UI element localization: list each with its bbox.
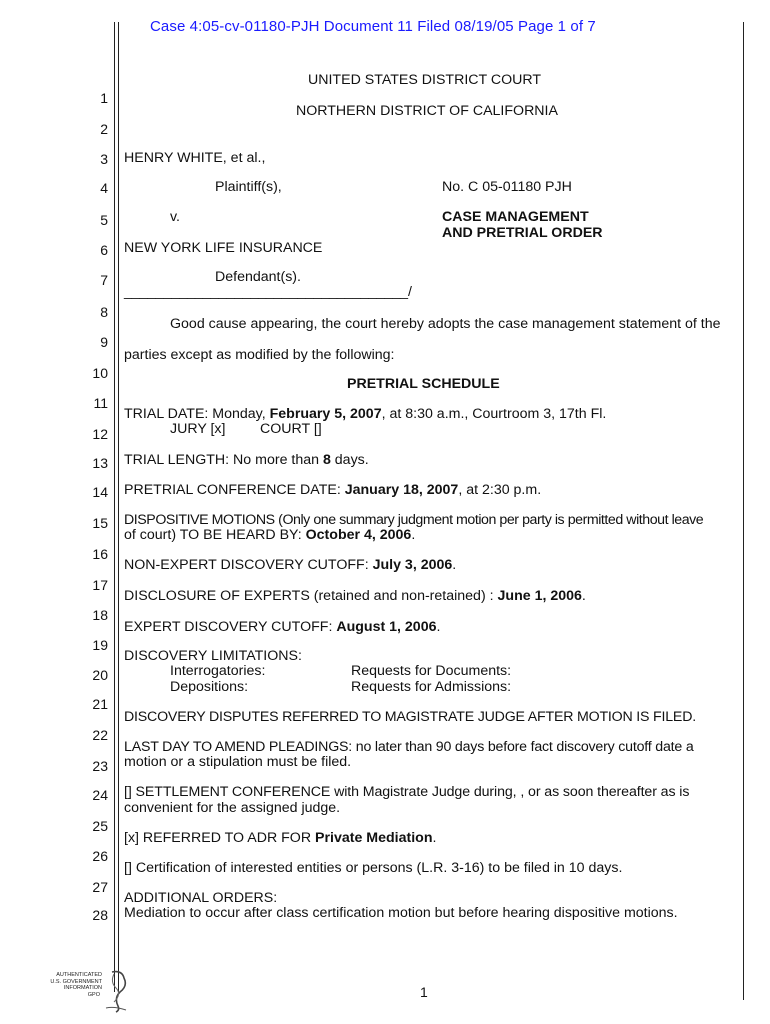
court-checkbox: COURT [] [260,421,322,437]
gpo-authentication-seal [40,968,130,1013]
line-number: 4 [100,180,108,196]
expert-cutoff [124,619,440,635]
trial-length-prefix: TRIAL LENGTH: No more than [124,452,323,468]
expert-cutoff-prefix: EXPERT DISCOVERY CUTOFF: [124,619,337,635]
versus: v. [170,209,180,225]
line-number: 8 [100,304,108,320]
dispositive-prefix: of court) TO BE HEARD BY: [124,527,306,543]
adr-suffix: . [432,830,437,846]
line-number: 2 [100,121,108,137]
discovery-limitations: DISCOVERY LIMITATIONS: [124,648,302,664]
court-name: UNITED STATES DISTRICT COURT [308,72,542,88]
line-number: 18 [92,607,108,623]
nonexpert-suffix: . [452,557,457,573]
interrogatories-label: Interrogatories: [170,663,266,679]
line-number: 6 [100,242,108,258]
trial-date-suffix: , at 8:30 a.m., Courtroom 3, 17th Fl. [381,406,607,422]
line-number: 7 [100,272,108,288]
line-number: 28 [92,907,108,923]
expert-cutoff-suffix: . [436,619,441,635]
line-number: 10 [92,365,108,381]
nonexpert-prefix: NON-EXPERT DISCOVERY CUTOFF: [124,557,373,573]
settlement-line2: convenient for the assigned judge. [124,800,341,816]
adr-value: Private Mediation [315,830,433,846]
nonexpert-value: July 3, 2006 [372,557,453,573]
depositions-label: Depositions: [170,679,249,695]
line-number: 1 [100,90,108,106]
pretrial-conference [124,482,541,498]
left-margin-rule-outer [114,22,115,992]
order-title-line1: CASE MANAGEMENT [442,209,589,225]
line-number: 24 [92,787,108,803]
intro-line1: Good cause appearing, the court hereby adopts the case management statement of the [170,316,721,332]
defendant-role: Defendant(s). [215,269,301,285]
page-number: 1 [420,984,428,1000]
court-district: NORTHERN DISTRICT OF CALIFORNIA [296,103,558,119]
case-header: Case 4:05-cv-01180-PJH Document 11 Filed 08/19/05 Page 1 of 7 [150,18,596,35]
pretrial-prefix: PRETRIAL CONFERENCE DATE: [124,482,345,498]
line-number: 15 [92,515,108,531]
line-number: 5 [100,212,108,228]
requests-admissions-label: Requests for Admissions: [351,679,512,695]
trial-date-value: February 5, 2007 [269,406,382,422]
discovery-disputes: DISCOVERY DISPUTES REFERRED TO MAGISTRATE JUDGE AFTER MOTION IS FILED. [124,709,696,725]
line-number: 14 [92,484,108,500]
line-number: 26 [92,848,108,864]
line-number: 19 [92,637,108,653]
line-number: 20 [92,667,108,683]
trial-date [124,406,606,422]
dispositive-value: October 4, 2006 [305,527,412,543]
adr-referral [124,830,436,846]
dispositive-suffix: . [411,527,416,543]
line-number: 23 [92,758,108,774]
line-number: 25 [92,818,108,834]
intro-line2: parties except as modified by the following: [124,347,395,363]
mediation-order: Mediation to occur after class certification motion but before hearing dispositive motions. [124,905,678,921]
plaintiff-role: Plaintiff(s), [215,179,282,195]
caption-rule: ____________________________________/ [124,284,412,300]
seal-line1: AUTHENTICATED [56,972,102,978]
order-title-line2: AND PRETRIAL ORDER [442,225,603,241]
defendant-name: NEW YORK LIFE INSURANCE [124,240,323,256]
line-number: 11 [93,395,108,411]
experts-suffix: . [581,588,586,604]
trial-length [124,452,369,468]
settlement-line1: [] SETTLEMENT CONFERENCE with Magistrate Judge during, , or as soon thereafter as is [124,784,690,800]
line-number: 27 [92,879,108,895]
line-number: 3 [100,151,108,167]
expert-cutoff-value: August 1, 2006 [336,619,437,635]
seal-line4: GPO [87,991,100,998]
experts-value: June 1, 2006 [497,588,582,604]
trial-date-prefix: TRIAL DATE: Monday, [124,406,270,422]
adr-prefix: [x] REFERRED TO ADR FOR [124,830,316,846]
right-margin-rule [743,22,744,1000]
case-number: No. C 05-01180 PJH [442,179,572,195]
line-number: 16 [92,546,108,562]
line-number: 12 [92,426,108,442]
dispositive-line1: DISPOSITIVE MOTIONS (Only one summary judgment motion per party is permitted without leave [124,512,704,528]
line-number: 9 [100,334,108,350]
expert-disclosure [124,588,586,604]
eagle-emblem-icon [102,968,132,1013]
additional-orders: ADDITIONAL ORDERS: [124,890,278,906]
schedule-heading: PRETRIAL SCHEDULE [347,376,500,392]
requests-documents-label: Requests for Documents: [351,663,512,679]
line-number: 13 [92,455,108,471]
trial-length-value: 8 [322,452,331,468]
certification: [] Certification of interested entities or persons (L.R. 3-16) to be filed in 10 days. [124,860,623,876]
trial-length-suffix: days. [330,452,369,468]
dispositive-line2 [124,527,415,543]
experts-prefix: DISCLOSURE OF EXPERTS (retained and non-retained) : [124,588,498,604]
seal-line2: U.S. GOVERNMENT [50,978,102,985]
nonexpert-cutoff [124,557,456,573]
line-number: 17 [92,577,108,593]
line-number: 22 [92,727,108,743]
plaintiff-name: HENRY WHITE, et al., [124,150,266,166]
seal-line3: INFORMATION [63,985,102,991]
jury-checkbox: JURY [x] [170,421,226,437]
left-margin-rule-inner [118,22,119,992]
amend-line2: motion or a stipulation must be filed. [124,754,352,770]
pretrial-suffix: , at 2:30 p.m. [458,482,542,498]
line-number: 21 [92,696,108,712]
amend-line1: LAST DAY TO AMEND PLEADINGS: no later than 90 days before fact discovery cutoff date a [124,739,694,755]
pretrial-value: January 18, 2007 [344,482,459,498]
